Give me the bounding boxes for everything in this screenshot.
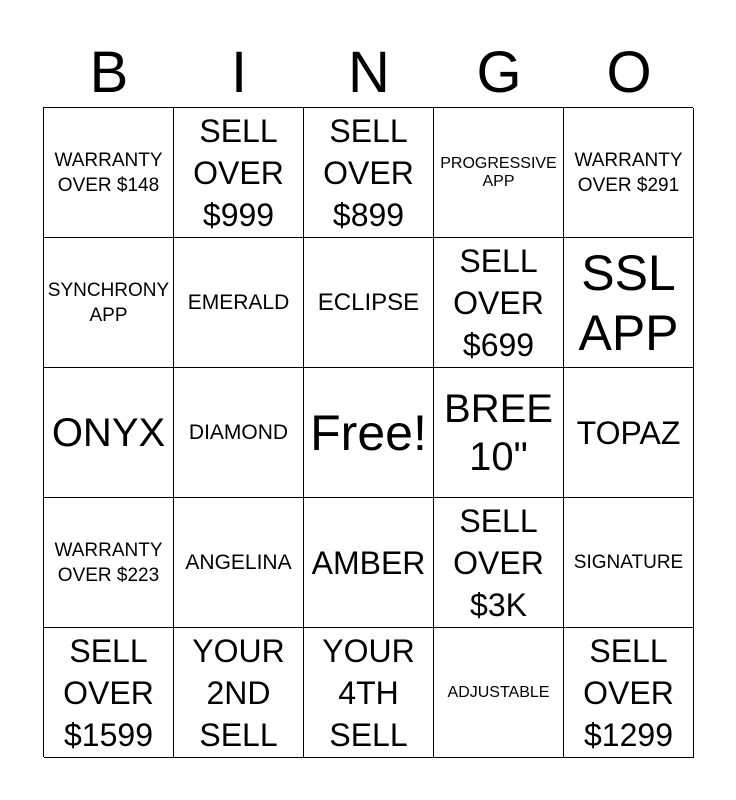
bingo-cell-r3-c3[interactable] (434, 498, 564, 628)
cell-label: ANGELINA (185, 551, 292, 574)
bingo-cell-r2-c4[interactable] (564, 368, 694, 498)
cell-label: SYNCHRONY APP (47, 279, 170, 326)
bingo-cell-r3-c4[interactable] (564, 498, 694, 628)
bingo-cell-r1-c4[interactable] (564, 238, 694, 368)
cell-label: ONYX (51, 410, 166, 455)
cell-label: SELL OVER $1599 (63, 632, 154, 753)
bingo-cell-r1-c3[interactable] (434, 238, 564, 368)
cell-label: ADJUSTABLE (447, 683, 550, 701)
bingo-grid (43, 107, 693, 757)
cell-label: YOUR 2ND SELL (192, 632, 285, 753)
cell-label: SELL OVER $3K (453, 502, 544, 623)
bingo-cell-r0-c2[interactable] (304, 108, 434, 238)
header-letter-b: B (89, 40, 129, 105)
cell-label: SELL OVER $899 (323, 112, 414, 233)
cell-label: WARRANTY OVER $223 (54, 539, 163, 586)
bingo-cell-r4-c4[interactable] (564, 628, 694, 758)
bingo-cell-r4-c3[interactable] (434, 628, 564, 758)
header-letter-g: G (476, 40, 522, 105)
bingo-cell-r1-c2[interactable] (304, 238, 434, 368)
cell-label: SELL OVER $999 (193, 112, 284, 233)
bingo-cell-r3-c2[interactable] (304, 498, 434, 628)
bingo-header (44, 38, 694, 108)
header-letter-o: O (606, 40, 652, 105)
bingo-cell-r2-c3[interactable] (434, 368, 564, 498)
bingo-cell-r0-c4[interactable] (564, 108, 694, 238)
cell-label: WARRANTY OVER $148 (54, 149, 163, 196)
bingo-cell-r2-c2[interactable] (304, 368, 434, 498)
header-letter-n: N (348, 40, 390, 105)
bingo-cell-r2-c0[interactable] (44, 368, 174, 498)
cell-label: EMERALD (187, 291, 290, 314)
cell-label: SIGNATURE (573, 552, 684, 573)
bingo-cell-r1-c0[interactable] (44, 238, 174, 368)
cell-label: DIAMOND (188, 421, 289, 444)
cell-label: PROGRESSIVE APP (440, 154, 557, 190)
bingo-cell-r0-c0[interactable] (44, 108, 174, 238)
free-space-label: Free! (310, 404, 427, 461)
cell-label: SELL OVER $699 (453, 242, 544, 363)
cell-label: YOUR 4TH SELL (322, 632, 415, 753)
cell-label: SSL APP (578, 244, 679, 361)
cell-label: AMBER (311, 544, 426, 581)
header-letter-i: I (230, 40, 248, 105)
bingo-cell-r4-c0[interactable] (44, 628, 174, 758)
cell-label: ECLIPSE (317, 288, 420, 316)
bingo-cell-r3-c0[interactable] (44, 498, 174, 628)
bingo-cell-r3-c1[interactable] (174, 498, 304, 628)
cell-label: SELL OVER $1299 (583, 632, 674, 753)
cell-label: WARRANTY OVER $291 (574, 149, 683, 196)
cell-label: TOPAZ (576, 414, 681, 451)
bingo-cell-r4-c2[interactable] (304, 628, 434, 758)
bingo-cell-r0-c1[interactable] (174, 108, 304, 238)
bingo-cell-r1-c1[interactable] (174, 238, 304, 368)
cell-label: BREE 10" (444, 386, 553, 479)
bingo-cell-r0-c3[interactable] (434, 108, 564, 238)
bingo-cell-r4-c1[interactable] (174, 628, 304, 758)
bingo-cell-r2-c1[interactable] (174, 368, 304, 498)
